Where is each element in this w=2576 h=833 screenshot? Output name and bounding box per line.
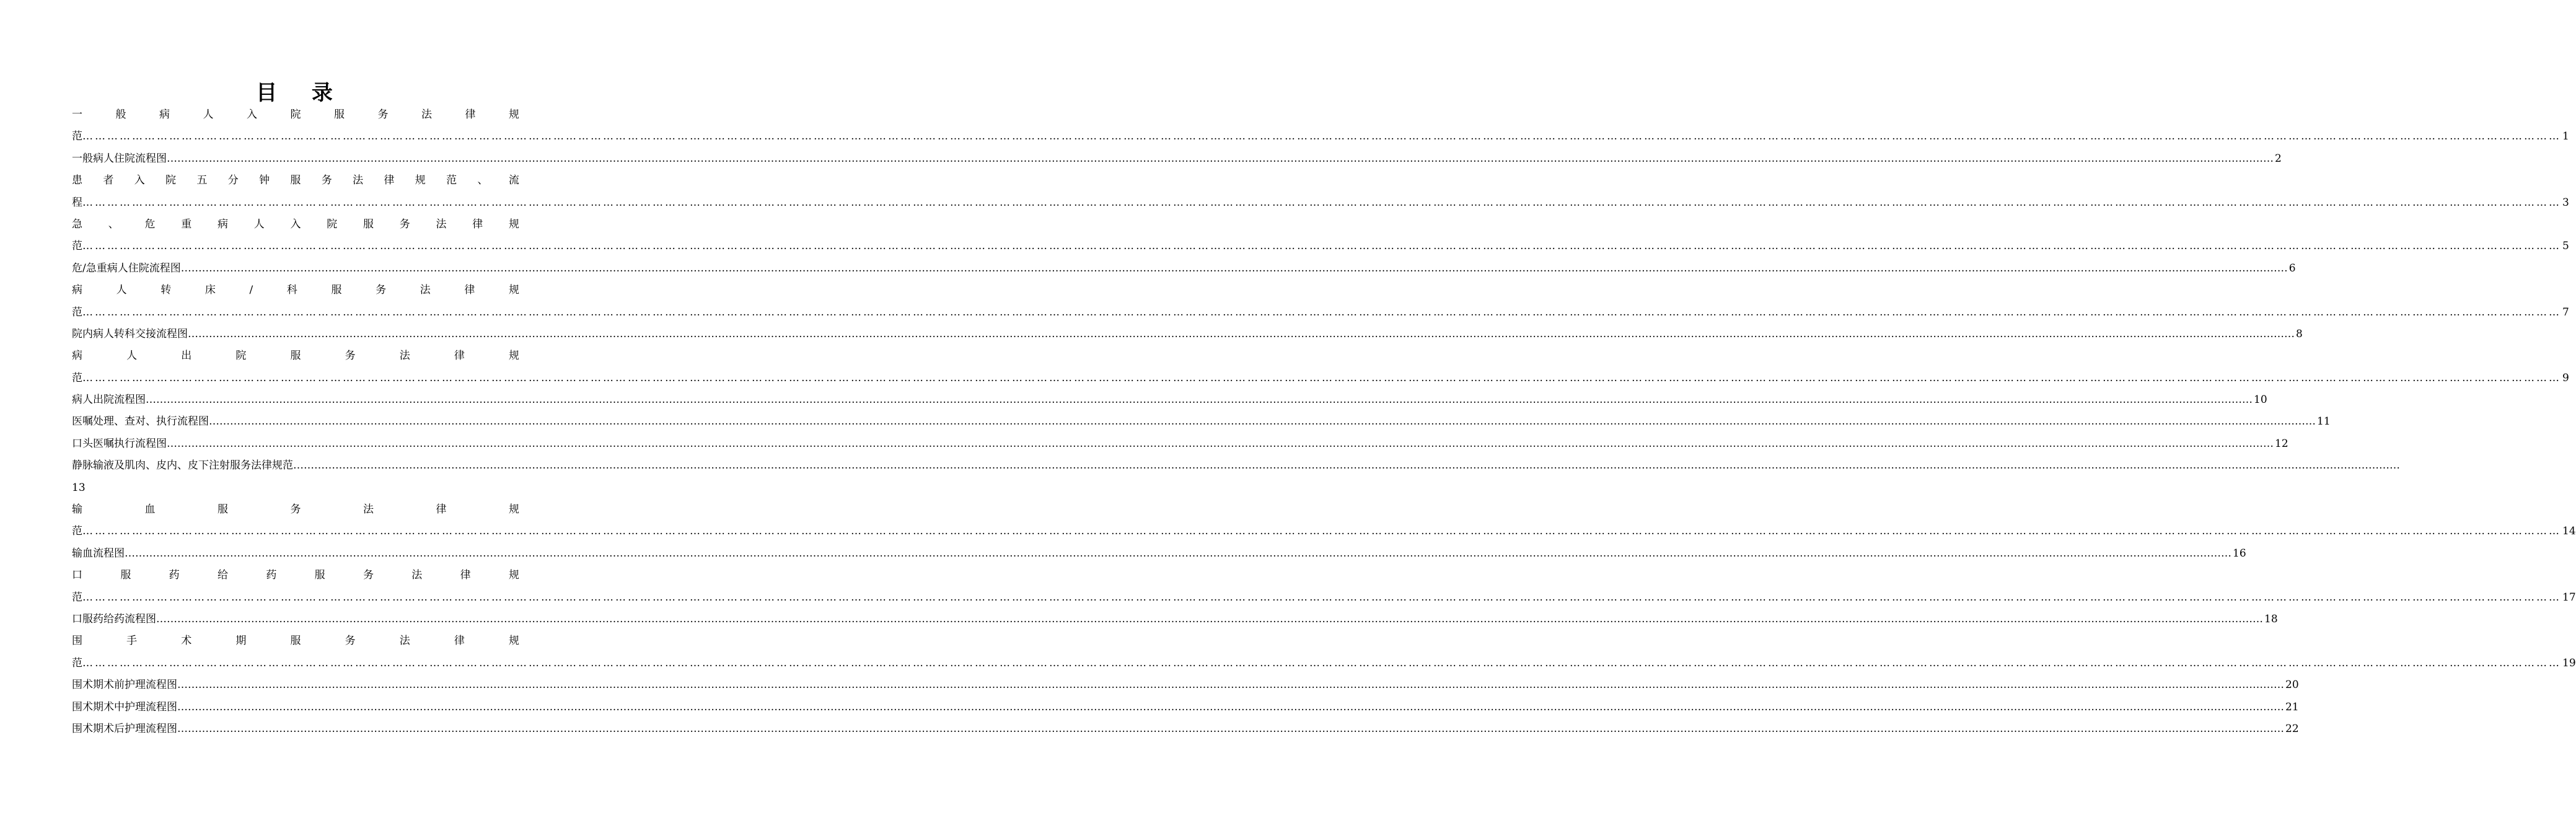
toc-heading-char: 流 — [508, 174, 519, 187]
toc-heading-char: 务 — [363, 569, 374, 582]
toc-entry — [72, 674, 2299, 696]
toc-entry — [72, 302, 2569, 324]
toc-heading-char: 服 — [120, 569, 131, 582]
toc-entry — [72, 258, 2296, 280]
dot-leader: …………………………………………………………………………………………………………………………………………………………………………………………………………………………………………………………………………………………………………………………………………………………………………………………………………………………………………………………………………………………………………………………………………………… — [82, 130, 2561, 143]
toc-heading-char: 分 — [227, 174, 239, 187]
toc-heading-char: 法 — [399, 635, 410, 648]
toc-page-number: 3 — [2562, 196, 2569, 209]
toc-heading-char: 病 — [72, 350, 82, 363]
toc-heading-char: 药 — [266, 569, 277, 582]
toc-page-number: 7 — [2562, 306, 2569, 319]
dot-leader: …………………………………………………………………………………………………………………………………………………………………………………………………………………………………………………………………………………………………………………………………………………………………………………………………………………………………………………………………………………………………………………………………………………… — [82, 525, 2561, 538]
toc-heading-char: 者 — [103, 174, 114, 187]
toc-heading-char: 输 — [72, 503, 82, 516]
toc-heading-char: 服 — [334, 108, 345, 121]
toc-page-number: 8 — [2296, 327, 2303, 340]
toc-page-number: 22 — [2285, 722, 2299, 735]
toc-page-number: 12 — [2275, 437, 2288, 450]
toc-page-number: 2 — [2275, 152, 2282, 165]
dot-leader: …………………………………………………………………………………………………………………………………………………………………………………………………………………………………………………………………………………………………………………………………………………………………………………………………………………………………………………………………………………………………………………………………………………… — [82, 240, 2561, 253]
toc-heading-char: 律 — [454, 635, 465, 648]
toc-heading-line — [72, 565, 519, 586]
toc-entry — [72, 324, 2303, 345]
toc-heading-char: 法 — [436, 218, 447, 231]
toc-entry-title: 范 — [72, 371, 82, 384]
dot-leader: …………………………………………………………………………………………………………………………………………………………………………………………………………………………………………………………………………………………………………………………………………………………………………………………………………………………………………………………………………………………………………………………………………………… — [188, 327, 2295, 340]
toc-page-number: 6 — [2288, 262, 2296, 275]
toc-entry — [72, 455, 2400, 477]
toc-page-number: 13 — [72, 481, 86, 494]
toc-heading-char: 出 — [181, 350, 192, 363]
toc-entry-title: 一般病人住院流程图 — [72, 152, 167, 165]
toc-heading-char: 规 — [509, 503, 519, 516]
toc-heading-char: 服 — [290, 350, 301, 363]
toc-entry-title: 范 — [72, 306, 82, 319]
toc-heading-char: 人 — [126, 350, 138, 363]
dot-leader: …………………………………………………………………………………………………………………………………………………………………………………………………………………………………………………………………………………………………………………………………………………………………………………………………………………………………………………………………………………………………………………………………………………… — [82, 591, 2561, 604]
toc-entry — [72, 236, 2569, 257]
toc-heading-char: 围 — [72, 635, 82, 648]
toc-heading-char: 务 — [376, 284, 387, 297]
toc-heading-char: 人 — [203, 108, 214, 121]
toc-heading-line — [72, 170, 519, 192]
toc-heading-char: 入 — [134, 174, 145, 187]
toc-heading-char: 规 — [509, 350, 519, 363]
toc-heading-char: 院 — [290, 108, 301, 121]
dot-leader: …………………………………………………………………………………………………………………………………………………………………………………………………………………………………………………………………………………………………………………………………………………………………………………………………………………………………………………………………………………………………………………………………………………… — [177, 679, 2284, 692]
toc-heading-char: 病 — [159, 108, 170, 121]
toc-entry — [72, 609, 2278, 630]
dot-leader: …………………………………………………………………………………………………………………………………………………………………………………………………………………………………………………………………………………………………………………………………………………………………………………………………………………………………………………………………………………………………………………………………………………… — [177, 700, 2284, 713]
toc-entry-title: 静脉输液及肌肉、皮内、皮下注射服务法律规范 — [72, 459, 293, 472]
toc-heading-char: 病 — [72, 284, 82, 297]
toc-heading-char: 范 — [446, 174, 457, 187]
toc-heading-char: 人 — [253, 218, 265, 231]
toc-heading-char: / — [249, 284, 253, 297]
toc-entry-title: 范 — [72, 240, 82, 253]
toc-heading-char: 法 — [399, 350, 410, 363]
toc-heading-line — [72, 499, 519, 521]
toc-heading-char: 务 — [345, 350, 356, 363]
toc-entry — [72, 126, 2569, 148]
toc-entry-title: 危/急重病人住院流程图 — [72, 262, 181, 275]
toc-heading-line — [72, 214, 519, 236]
toc-page-number: 21 — [2285, 700, 2299, 713]
toc-heading-char: 急 — [72, 218, 82, 231]
toc-heading-char: 务 — [345, 635, 356, 648]
toc-heading-char: 、 — [108, 218, 119, 231]
toc-heading-char: 规 — [509, 635, 519, 648]
toc-entry — [72, 368, 2569, 389]
toc-entry — [72, 653, 2576, 674]
toc-heading-char: 规 — [508, 569, 519, 582]
toc-heading-char: 律 — [465, 108, 476, 121]
toc-entry — [72, 718, 2299, 740]
toc-entry — [72, 148, 2282, 170]
toc-entry — [72, 587, 2576, 609]
toc-heading-char: 服 — [290, 174, 301, 187]
toc-entry — [72, 411, 2331, 433]
toc-heading-char: 转 — [160, 284, 172, 297]
toc-page-number: 5 — [2562, 240, 2569, 253]
toc-heading-char: 务 — [399, 218, 410, 231]
toc-entry — [72, 543, 2246, 565]
toc-page-number: 20 — [2285, 679, 2299, 692]
toc-heading-char: 法 — [421, 108, 432, 121]
dot-leader: …………………………………………………………………………………………………………………………………………………………………………………………………………………………………………………………………………………………………………………………………………………………………………………………………………………………………………………………………………………………………………………………………………………… — [167, 152, 2274, 165]
toc-heading-char: 术 — [181, 635, 192, 648]
dot-leader: …………………………………………………………………………………………………………………………………………………………………………………………………………………………………………………………………………………………………………………………………………………………………………………………………………………………………………………………………………………………………………………………………………………… — [146, 394, 2253, 407]
toc-heading-line — [72, 345, 519, 367]
toc-heading-char: 法 — [353, 174, 364, 187]
toc-entry-title: 范 — [72, 130, 82, 143]
toc-heading-char: 规 — [415, 174, 426, 187]
toc-heading-char: 律 — [384, 174, 395, 187]
toc-heading-char: 服 — [218, 503, 228, 516]
toc-heading-char: 病 — [218, 218, 228, 231]
toc-entry-title: 围术期术中护理流程图 — [72, 700, 177, 713]
toc-heading-line — [72, 104, 519, 126]
toc-heading-char: 人 — [116, 284, 127, 297]
toc-heading-char: 给 — [217, 569, 228, 582]
dot-leader: …………………………………………………………………………………………………………………………………………………………………………………………………………………………………………………………………………………………………………………………………………………………………………………………………………………………………………………………………………………………………………………………………………………… — [167, 437, 2274, 450]
toc-heading-char: 律 — [436, 503, 447, 516]
toc-page-number: 10 — [2254, 394, 2267, 407]
table-of-contents — [72, 104, 2576, 740]
toc-heading-char: 务 — [377, 108, 389, 121]
page-title: 目 录 — [256, 81, 346, 105]
toc-page-number: 18 — [2264, 612, 2278, 625]
dot-leader: …………………………………………………………………………………………………………………………………………………………………………………………………………………………………………………………………………………………………………………………………………………………………………………………………………………………………………………………………………………………………………………………………………………… — [180, 262, 2288, 275]
toc-heading-char: 法 — [420, 284, 431, 297]
toc-entry-title: 范 — [72, 525, 82, 538]
toc-page-number: 16 — [2233, 547, 2246, 560]
toc-heading-char: 般 — [115, 108, 126, 121]
dot-leader: …………………………………………………………………………………………………………………………………………………………………………………………………………………………………………………………………………………………………………………………………………………………………………………………………………………………………………………………………………………………………………………………………………………… — [156, 612, 2263, 625]
toc-entry-title: 病人出院流程图 — [72, 394, 146, 407]
toc-entry-title: 输血流程图 — [72, 547, 125, 560]
toc-heading-char: 律 — [472, 218, 483, 231]
toc-heading-char: 规 — [509, 218, 519, 231]
toc-heading-char: 规 — [509, 108, 519, 121]
toc-heading-char: 药 — [169, 569, 180, 582]
toc-entry-title: 围术期术前护理流程图 — [72, 679, 177, 692]
toc-heading-char: 科 — [286, 284, 297, 297]
toc-heading-char: 一 — [72, 108, 82, 121]
toc-heading-char: 口 — [72, 569, 82, 582]
toc-heading-char: 服 — [331, 284, 342, 297]
toc-page-number: 11 — [2317, 415, 2331, 428]
toc-heading-line — [72, 630, 519, 652]
toc-heading-char: 五 — [196, 174, 208, 187]
toc-page-number: 14 — [2562, 525, 2576, 538]
toc-page-number: 19 — [2562, 656, 2576, 669]
toc-entry-title: 院内病人转科交接流程图 — [72, 327, 188, 340]
toc-heading-char: 院 — [235, 350, 247, 363]
toc-heading-char: 规 — [508, 284, 519, 297]
toc-heading-char: 律 — [464, 284, 475, 297]
toc-entry — [72, 192, 2569, 214]
toc-heading-char: 法 — [363, 503, 374, 516]
dot-leader: …………………………………………………………………………………………………………………………………………………………………………………………………………………………………………………………………………………………………………………………………………………………………………………………………………………………………………………………………………………………………………………………………………………… — [209, 415, 2316, 428]
toc-entry-title: 围术期术后护理流程图 — [72, 722, 177, 735]
dot-leader: …………………………………………………………………………………………………………………………………………………………………………………………………………………………………………………………………………………………………………………………………………………………………………………………………………………………………………………………………………………………………………………………………………………… — [82, 371, 2561, 384]
dot-leader: …………………………………………………………………………………………………………………………………………………………………………………………………………………………………………………………………………………………………………………………………………………………………………………………………………………………………………………………………………………………………………………………………………………… — [293, 459, 2400, 472]
dot-leader: …………………………………………………………………………………………………………………………………………………………………………………………………………………………………………………………………………………………………………………………………………………………………………………………………………………………………………………………………………………………………………………………………………………… — [82, 306, 2561, 319]
toc-entry-title: 医嘱处理、查对、执行流程图 — [72, 415, 209, 428]
toc-heading-char: 危 — [144, 218, 156, 231]
toc-page-number: 9 — [2562, 371, 2569, 384]
toc-entry — [72, 389, 2267, 411]
toc-heading-char: 律 — [460, 569, 471, 582]
dot-leader: …………………………………………………………………………………………………………………………………………………………………………………………………………………………………………………………………………………………………………………………………………………………………………………………………………………………………………………………………………………………………………………………………………………… — [82, 196, 2561, 209]
toc-entry-title: 程 — [72, 196, 82, 209]
toc-heading-char: 院 — [165, 174, 177, 187]
toc-heading-char: 手 — [126, 635, 138, 648]
toc-heading-char: 期 — [235, 635, 247, 648]
toc-heading-char: 重 — [181, 218, 192, 231]
dot-leader: …………………………………………………………………………………………………………………………………………………………………………………………………………………………………………………………………………………………………………………………………………………………………………………………………………………………………………………………………………………………………………………………………………………… — [177, 722, 2284, 735]
toc-heading-char: 钟 — [259, 174, 270, 187]
toc-entry-title: 口服药给药流程图 — [72, 612, 156, 625]
dot-leader: …………………………………………………………………………………………………………………………………………………………………………………………………………………………………………………………………………………………………………………………………………………………………………………………………………………………………………………………………………………………………………………………………………………… — [82, 656, 2561, 669]
toc-heading-char: 服 — [363, 218, 374, 231]
toc-entry-title: 口头医嘱执行流程图 — [72, 437, 167, 450]
toc-heading-line — [72, 280, 519, 301]
toc-heading-char: 院 — [327, 218, 338, 231]
toc-heading-char: 服 — [290, 635, 301, 648]
dot-leader: …………………………………………………………………………………………………………………………………………………………………………………………………………………………………………………………………………………………………………………………………………………………………………………………………………………………………………………………………………………………………………………………………………………… — [125, 547, 2231, 560]
toc-heading-char: 患 — [72, 174, 82, 187]
toc-page-number: 17 — [2562, 591, 2576, 604]
toc-heading-char: 服 — [314, 569, 325, 582]
toc-heading-char: 入 — [290, 218, 301, 231]
toc-entry-title: 范 — [72, 591, 82, 604]
toc-entry — [72, 697, 2299, 718]
toc-heading-char: 务 — [321, 174, 332, 187]
toc-heading-char: 入 — [247, 108, 257, 121]
toc-heading-char: 律 — [454, 350, 465, 363]
toc-heading-char: 床 — [204, 284, 216, 297]
toc-heading-char: 、 — [477, 174, 488, 187]
toc-entry-title: 范 — [72, 656, 82, 669]
toc-page-number: 1 — [2562, 130, 2569, 143]
toc-entry — [72, 521, 2576, 542]
toc-heading-char: 法 — [411, 569, 423, 582]
toc-heading-char: 血 — [144, 503, 156, 516]
toc-entry — [72, 433, 2288, 455]
toc-heading-char: 务 — [290, 503, 301, 516]
